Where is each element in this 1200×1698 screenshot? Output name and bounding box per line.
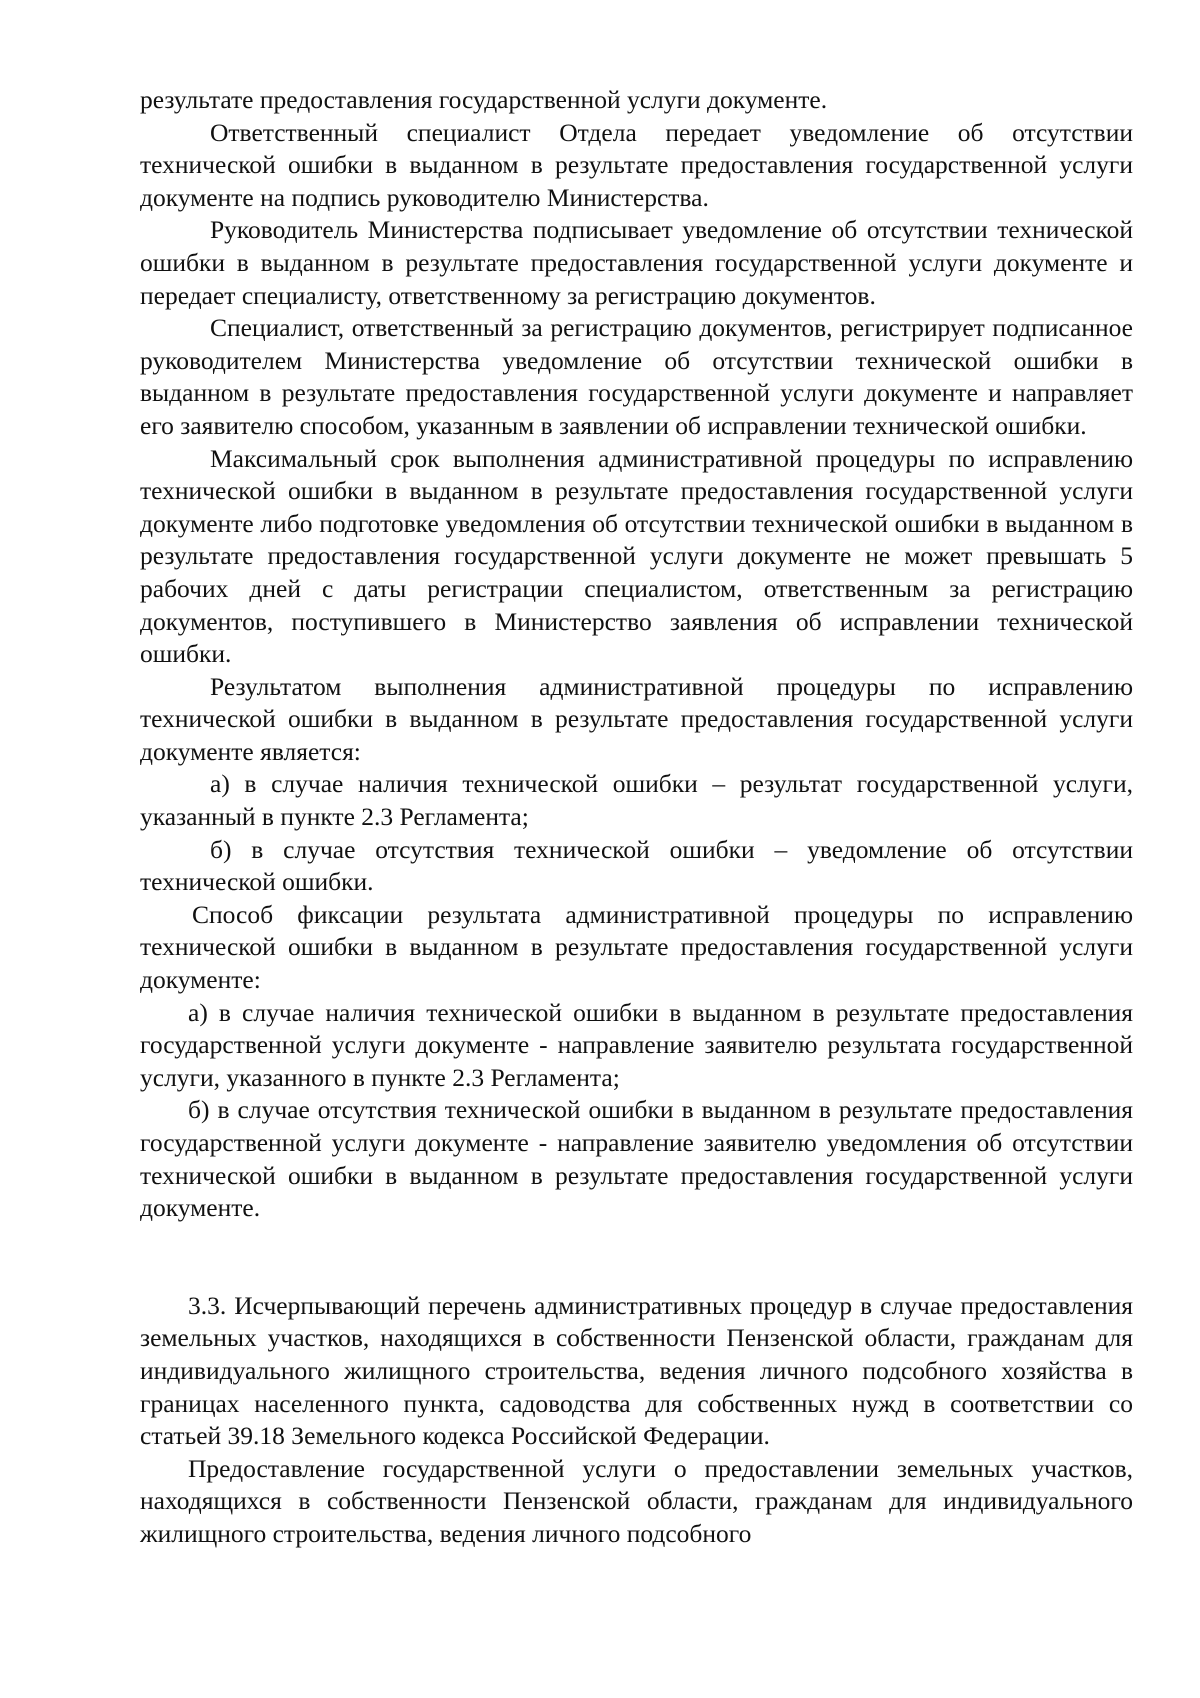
paragraph-continuation: результате предоставления государственной услуги документе.	[140, 85, 828, 114]
section-3-3-heading: 3.3. Исчерпывающий перечень административных процедур в случае предоставления земельных участков, находящихся в собственности Пензенской области, гражданам для индивидуального жилищного строительства, ведения личного подсобного хозяйства в границах населенного пункта, садоводства для собственных нужд в соответствии со статьей 39.18 Земельного кодекса Российской Федерации.	[140, 1290, 1133, 1451]
paragraph-service-provision: Предоставление государственной услуги о предоставлении земельных участков, находящихся в собственности Пензенской области, гражданам для индивидуального жилищного строительства, ведения личного подсобного	[140, 1453, 1133, 1548]
document-page	[140, 84, 1133, 1551]
paragraph-result-item-b: б) в случае отсутствия технической ошибки – уведомление об отсутствии технической ошибки.	[140, 834, 1133, 897]
paragraph-specialist-transfers: Ответственный специалист Отдела передает уведомление об отсутствии технической ошибки в выданном в результате предоставления государственной услуги документе на подпись руководителю Министерства.	[140, 117, 1133, 212]
paragraph-result: Результатом выполнения административной процедуры по исправлению технической ошибки в выданном в результате предоставления государственной услуги документе является:	[140, 671, 1133, 766]
paragraph-fixation-item-a: а) в случае наличия технической ошибки в выданном в результате предоставления государственной услуги документе - направление заявителю результата государственной услуги, указанного в пункте 2.3 Регламента;	[140, 997, 1133, 1092]
paragraph-result-item-a: а) в случае наличия технической ошибки – результат государственной услуги, указанный в пункте 2.3 Регламента;	[140, 769, 1133, 832]
paragraph-head-signs: Руководитель Министерства подписывает уведомление об отсутствии технической ошибки в выданном в результате предоставления государственной услуги документе и передает специалисту, ответственному за регистрацию документов.	[140, 215, 1133, 310]
paragraph-fixation-method: Способ фиксации результата административной процедуры по исправлению технической ошибки в выданном в результате предоставления государственной услуги документе:	[140, 899, 1133, 995]
paragraph-registration: Специалист, ответственный за регистрацию документов, регистрирует подписанное руководителем Министерства уведомление об отсутствии технической ошибки в выданном в результате предоставления государственной услуги документе и направляет его заявителю способом, указанным в заявлении об исправлении технической ошибки.	[140, 313, 1133, 440]
section-spacer	[140, 1225, 1133, 1290]
paragraph-fixation-item-b: б) в случае отсутствия технической ошибки в выданном в результате предоставления государственной услуги документе - направление заявителю уведомления об отсутствии технической ошибки в выданном в результате предоставления государственной услуги документе.	[140, 1095, 1133, 1223]
paragraph-max-term: Максимальный срок выполнения административной процедуры по исправлению технической ошибки в выданном в результате предоставления государственной услуги документе либо подготовке уведомления об отсутствии технической ошибки в выданном в результате предоставления государственной услуги документе не может превышать 5 рабочих дней с даты регистрации специалистом, ответственным за регистрацию документов, поступившего в Министерство заявления об исправлении технической ошибки.	[140, 443, 1133, 669]
